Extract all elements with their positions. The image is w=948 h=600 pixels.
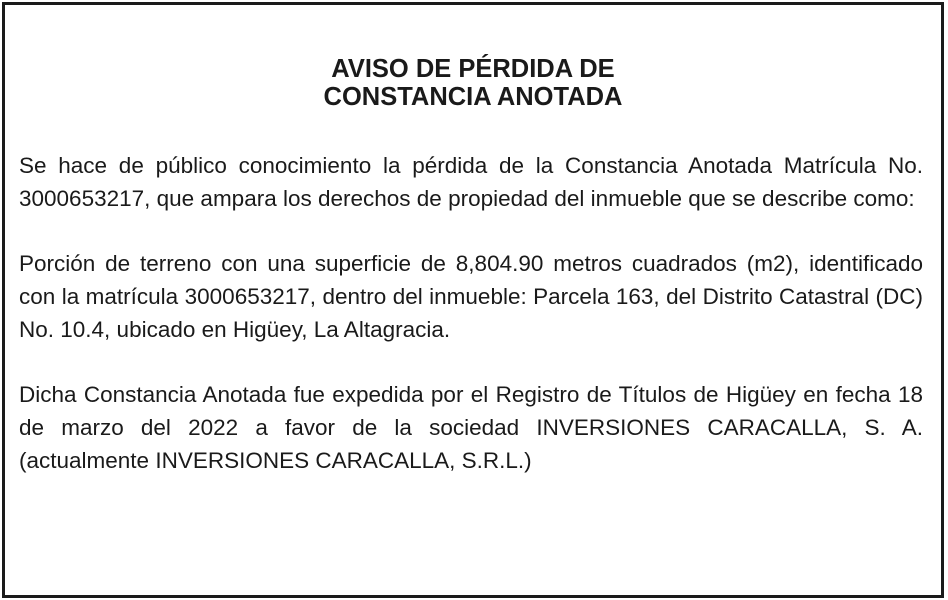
- notice-title-line-2: CONSTANCIA ANOTADA: [323, 83, 623, 111]
- notice-paragraph-property-description: Porción de terreno con una superficie de 8,804.90 metros cuadrados (m2), identificado con la matrícula 3000653217, dentro del inmueble: Parcela 163, del Distrito Catastral (DC) No. 10.4, ubicado en Higüey, La Altagracia.: [19, 251, 923, 342]
- notice-box: [2, 2, 944, 598]
- notice-body: [19, 149, 923, 509]
- notice-title-line-1: AVISO DE PÉRDIDA DE: [331, 55, 615, 83]
- notice-paragraph-announcement: Se hace de público conocimiento la pérdida de la Constancia Anotada Matrícula No. 3000653217, que ampara los derechos de propiedad del inmueble que se describe como:: [19, 153, 923, 211]
- notice-title: [5, 5, 941, 111]
- notice-paragraph-issuance-details: Dicha Constancia Anotada fue expedida por el Registro de Títulos de Higüey en fecha 18 de marzo del 2022 a favor de la sociedad INVERSIONES CARACALLA, S. A. (actualmente INVERSIONES CARACALLA, S.R.L.): [19, 382, 923, 473]
